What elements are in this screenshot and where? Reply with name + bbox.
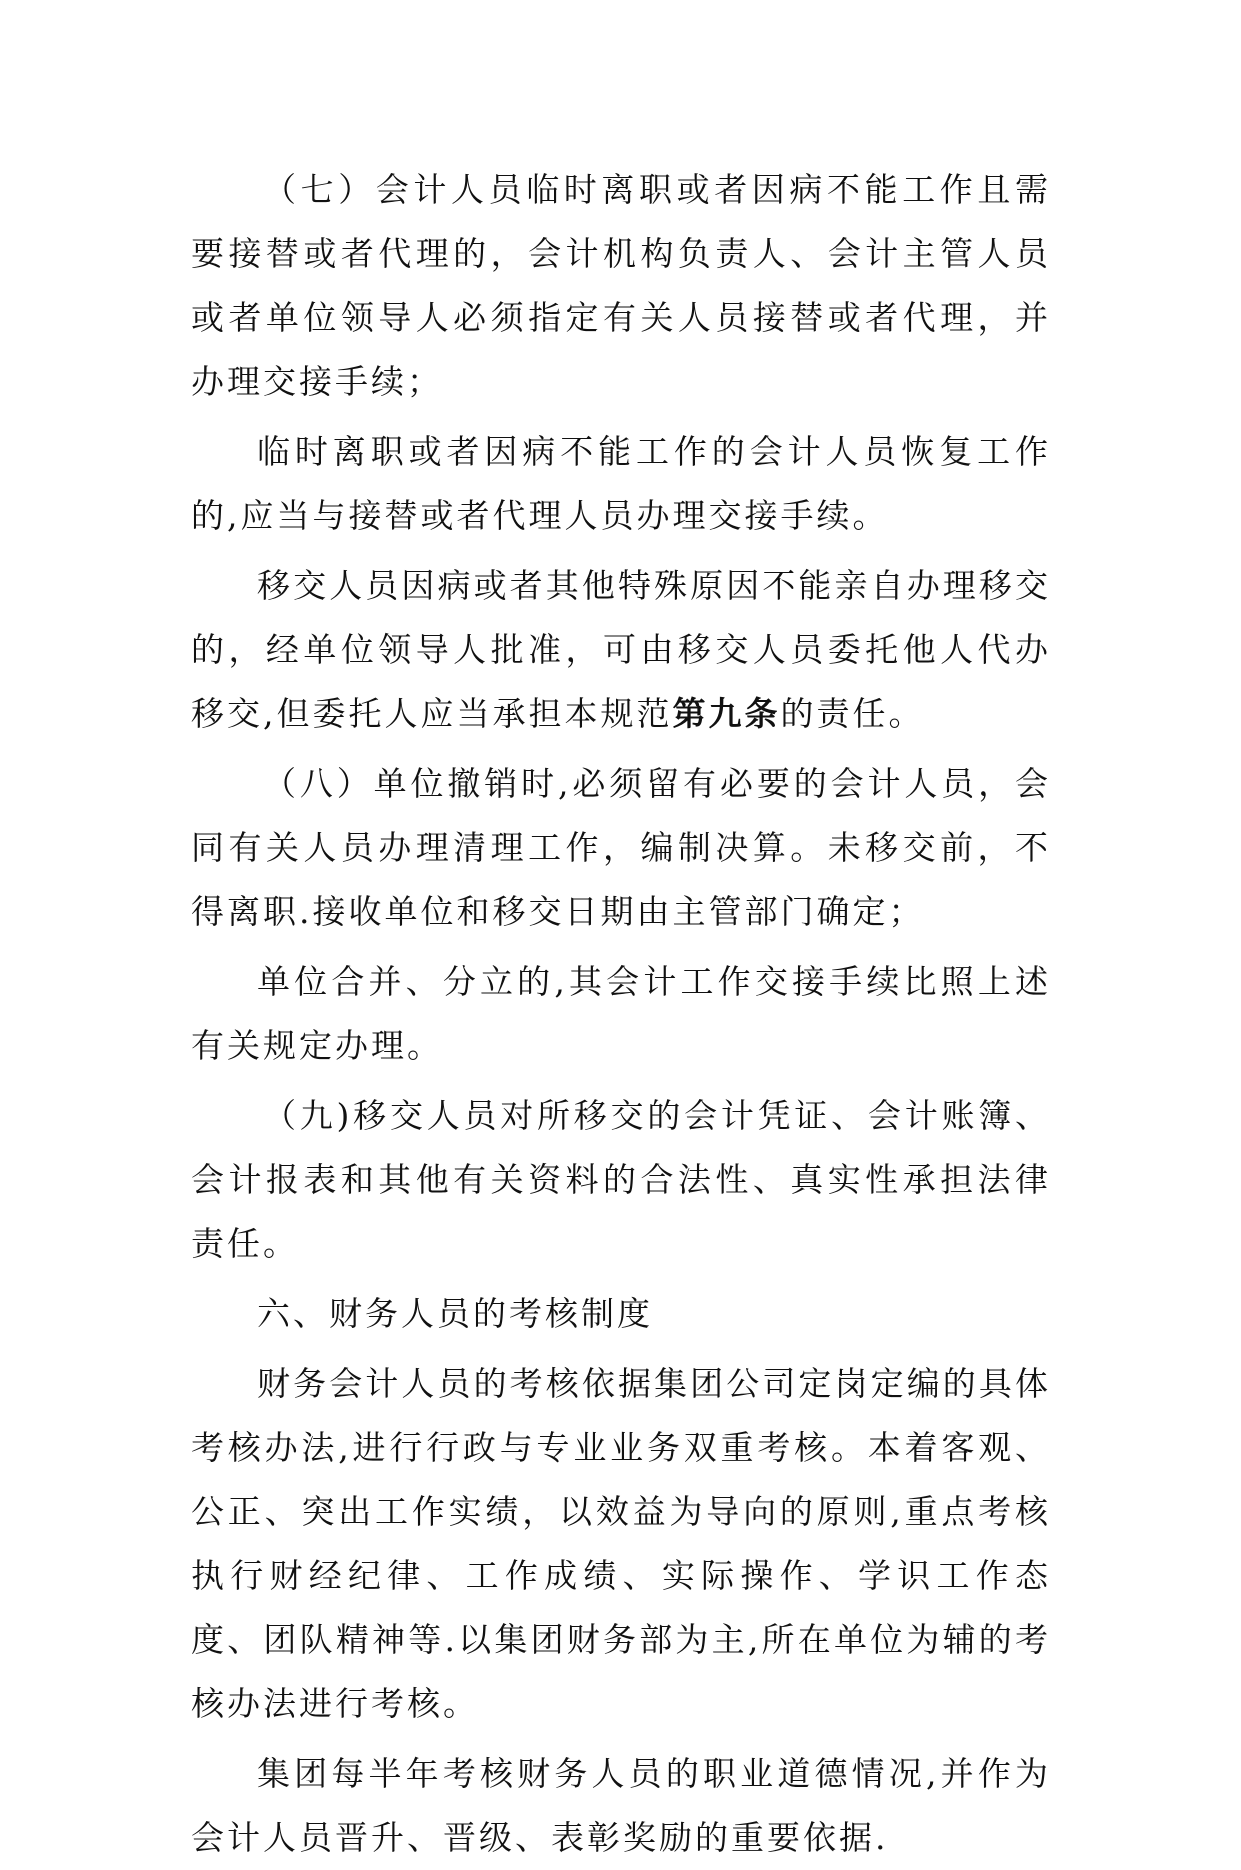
paragraph-merger: 单位合并、分立的,其会计工作交接手续比照上述有关规定办理。 — [191, 962, 1051, 1065]
paragraph-handover-resume: 临时离职或者因病不能工作的会计人员恢复工作的,应当与接替或者代理人员办理交接手续。 — [191, 432, 1051, 535]
paragraph-item-8: （八）单位撤销时,必须留有必要的会计人员，会同有关人员办理清理工作，编制决算。未移交前，不得离职.接收单位和移交日期由主管部门确定； — [191, 764, 1051, 931]
paragraph-item-7: （七）会计人员临时离职或者因病不能工作且需要接替或者代理的，会计机构负责人、会计主管人员或者单位领导人必须指定有关人员接替或者代理，并办理交接手续； — [191, 170, 1051, 401]
paragraph-text: 移交人员因病或者其他特殊原因不能亲自办理移交的，经单位领导人批准，可由移交人员委托他人代办移交,但委托人应当承担本规范 — [191, 566, 1051, 733]
paragraph-item-9: （九)移交人员对所移交的会计凭证、会计账簿、会计报表和其他有关资料的合法性、真实性承担法律责任。 — [191, 1096, 1051, 1263]
paragraph-ethics-review: 集团每半年考核财务人员的职业道德情况,并作为会计人员晋升、晋级、表彰奖励的重要依据. — [191, 1754, 1051, 1857]
document-body — [191, 158, 1051, 1870]
paragraph-assessment-method: 财务会计人员的考核依据集团公司定岗定编的具体考核办法,进行行政与专业业务双重考核。本着客观、公正、突出工作实绩，以效益为导向的原则,重点考核执行财经纪律、工作成绩、实际操作、学识工作态度、团队精神等.以集团财务部为主,所在单位为辅的考核办法进行考核。 — [191, 1364, 1051, 1723]
article-reference: 第九条 — [672, 694, 781, 733]
paragraph-text: 的责任。 — [780, 694, 925, 733]
paragraph-proxy-handover — [191, 554, 1051, 746]
section-heading-6: 六、财务人员的考核制度 — [257, 1294, 653, 1333]
